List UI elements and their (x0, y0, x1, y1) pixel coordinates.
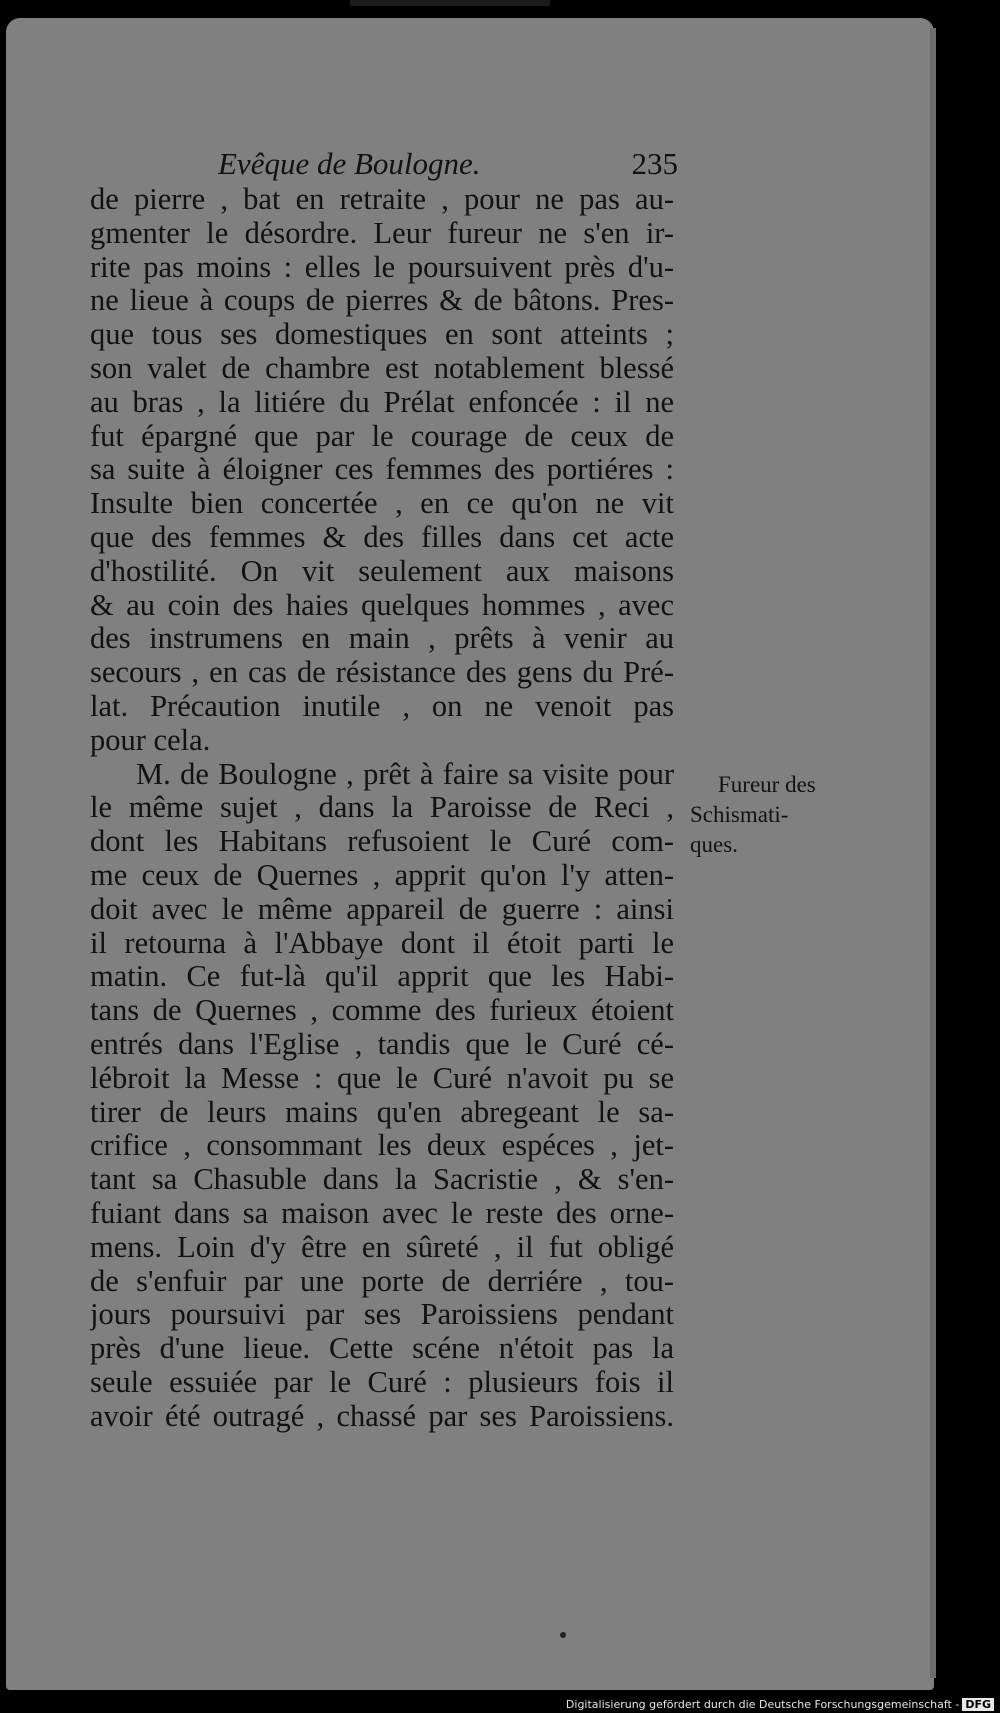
text-line: me ceux de Quernes , apprit qu'on l'y atten- (90, 858, 674, 892)
running-header (218, 146, 678, 186)
text-line: gmenter le désordre. Leur fureur ne s'en ir- (90, 216, 674, 250)
text-line: seule essuiée par le Curé : plusieurs fois il (90, 1365, 674, 1399)
text-line: secours , en cas de résistance des gens du Pré- (90, 656, 674, 690)
margin-note-line: ques. (690, 832, 738, 857)
text-line: près d'une lieue. Cette scéne n'étoit pas la (90, 1332, 674, 1366)
text-line: fuiant dans sa maison avec le reste des orne- (90, 1196, 674, 1230)
text-line: jours poursuivi par ses Paroissiens pendant (90, 1298, 674, 1332)
text-line: lat. Précaution inutile , on ne venoit pas (90, 689, 674, 723)
margin-note-line: Schismati- (690, 802, 789, 827)
text-line: dont les Habitans refusoient le Curé com- (90, 825, 674, 859)
text-line: Insulte bien concertée , en ce qu'on ne vit (90, 487, 674, 521)
text-line: tirer de leurs mains qu'en abregeant le sa- (90, 1095, 674, 1129)
text-line: de pierre , bat en retraite , pour ne pas au- (90, 183, 674, 216)
text-line: le même sujet , dans la Paroisse de Reci , (90, 791, 674, 825)
text-line: pour cela. (90, 723, 211, 757)
text-line: sa suite à éloigner ces femmes des portiéres : (90, 453, 674, 487)
text-line: entrés dans l'Eglise , tandis que le Curé cé- (90, 1027, 674, 1061)
running-title: Evêque de Boulogne. (218, 146, 481, 181)
text-line: mens. Loin d'y être en sûreté , il fut obligé (90, 1230, 674, 1264)
text-line: fut épargné que par le courage de ceux de (90, 419, 674, 453)
text-line: avoir été outragé , chassé par ses Paroissiens. (90, 1399, 674, 1433)
footer-text: Digitalisierung gefördert durch die Deutsche Forschungsgemeinschaft - (565, 1698, 960, 1711)
text-line: M. de Boulogne , prêt à faire sa visite pour (136, 757, 674, 791)
dfg-badge: DFG (962, 1698, 994, 1711)
text-line: ne lieue à coups de pierres & de bâtons. Pres- (90, 284, 674, 318)
text-line: crifice , consommant les deux espéces , jet- (90, 1129, 674, 1163)
text-line: lébroit la Messe : que le Curé n'avoit pu se (90, 1061, 674, 1095)
text-line: que tous ses domestiques en sont atteints ; (90, 318, 674, 352)
text-line: tant sa Chasuble dans la Sacristie , & s'en- (90, 1163, 674, 1197)
text-line: des instrumens en main , prêts à venir au (90, 622, 674, 656)
top-edge-mark (350, 0, 550, 6)
text-line: d'hostilité. On vit seulement aux maisons (90, 554, 674, 588)
text-line: rite pas moins : elles le poursuivent près d'u- (90, 250, 674, 284)
text-line: son valet de chambre est notablement blessé (90, 351, 674, 385)
margin-note (690, 770, 840, 860)
margin-note-line: Fureur des (718, 772, 816, 797)
text-line: matin. Ce fut-là qu'il apprit que les Habi- (90, 960, 674, 994)
text-line: que des femmes & des filles dans cet acte (90, 520, 674, 554)
text-line: & au coin des haies quelques hommes , avec (90, 588, 674, 622)
page-number: 235 (631, 146, 678, 181)
ink-speck (560, 1632, 566, 1638)
digitization-footer (566, 1698, 994, 1711)
body-text (90, 183, 674, 1433)
text-line: il retourna à l'Abbaye dont il étoit parti le (90, 926, 674, 960)
text-line: tans de Quernes , comme des furieux étoient (90, 994, 674, 1028)
text-line: au bras , la litiére du Prélat enfoncée : il ne (90, 385, 674, 419)
text-line: doit avec le même appareil de guerre : ainsi (90, 892, 674, 926)
text-line: de s'enfuir par une porte de derriére , tou- (90, 1264, 674, 1298)
page-edge (930, 28, 936, 1678)
